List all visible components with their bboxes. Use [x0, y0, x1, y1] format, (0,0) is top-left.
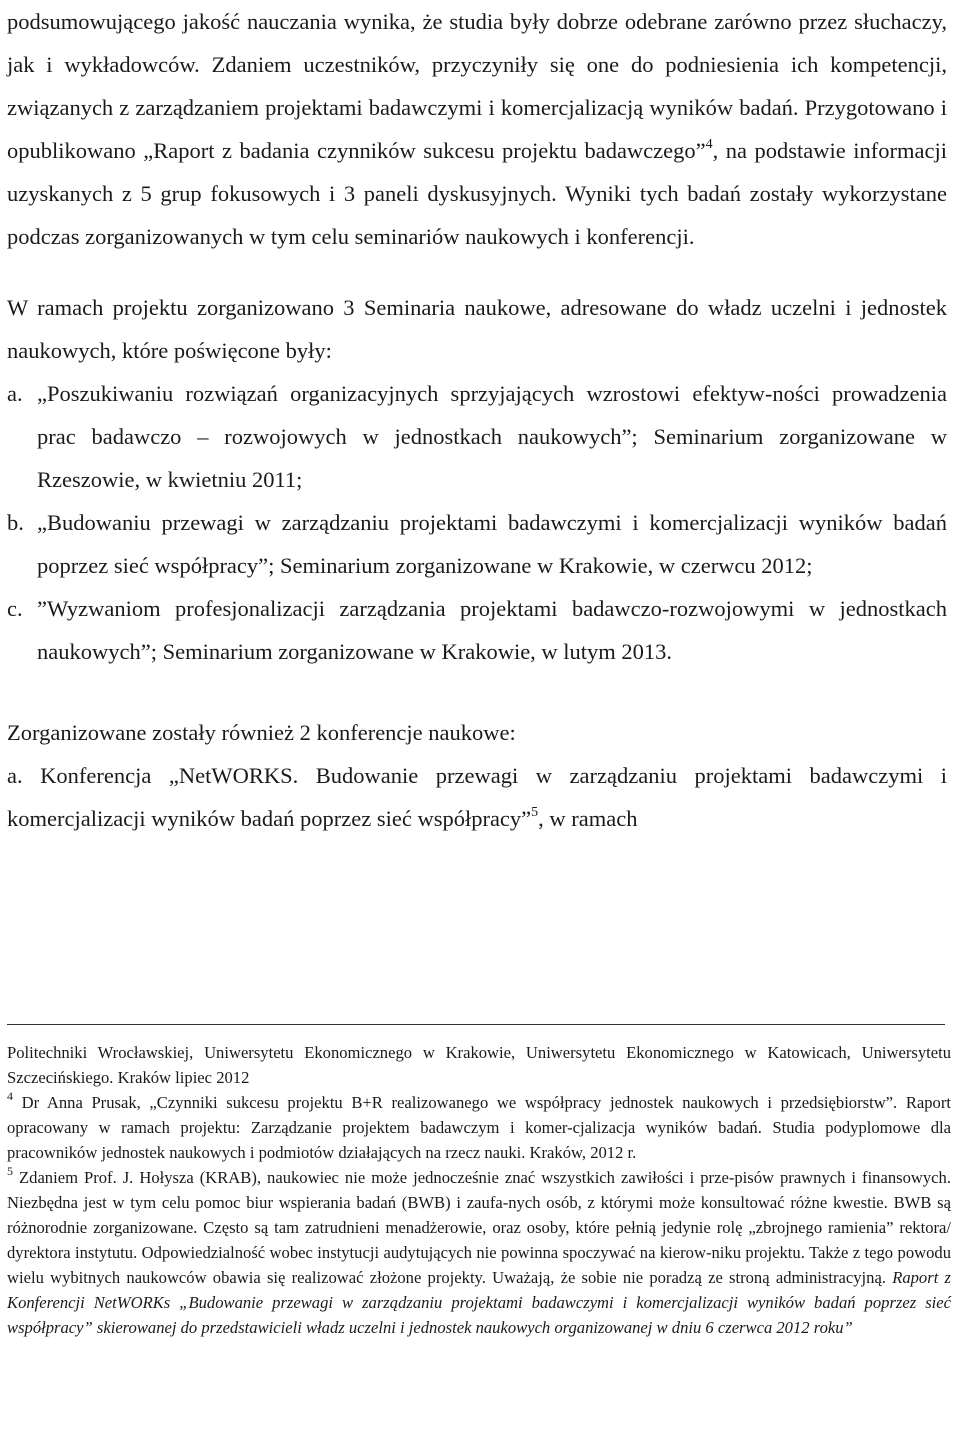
footnote-5 — [7, 1165, 951, 1340]
conference-text: a. Konferencja „NetWORKS. Budowanie przewagi w zarządzaniu projektami badawczymi i komercjalizacji wyników badań poprzez sieć współpracy” — [7, 763, 947, 831]
footnote-number: 4 — [7, 1089, 13, 1104]
footnotes — [7, 1040, 951, 1340]
footnote-4 — [7, 1090, 951, 1165]
footnote-continuation: Politechniki Wrocławskiej, Uniwersytetu Ekonomicznego w Krakowie, Uniwersytetu Ekonomicznego w Katowicach, Uniwersytetu Szczecińskiego. Kraków lipiec 2012 — [7, 1043, 951, 1087]
seminar-item-a — [7, 372, 947, 501]
paragraph-summary — [7, 0, 947, 258]
seminar-text: ”Wyzwaniom profesjonalizacji zarządzania projektami badawczo-rozwojowymi w jednostkach naukowych”; Seminarium zorganizowane w Krakowie, w lutym 2013. — [37, 596, 947, 664]
list-marker: c. — [7, 596, 23, 621]
list-marker: b. — [7, 510, 24, 535]
paragraph-text-tail: , na podstawie informacji uzyskanych z 5 grup fokusowych i 3 paneli dyskusyjnych. Wyniki tych badań zostały wykorzystane podczas zorganizowanych w tym celu seminariów naukowych i konferencji. — [7, 138, 947, 249]
list-marker: a. — [7, 381, 23, 406]
seminar-text: „Budowaniu przewagi w zarządzaniu projektami badawczymi i komercjalizacji wyników badań poprzez sieć współpracy”; Seminarium zorganizowane w Krakowie, w czerwcu 2012; — [37, 510, 947, 578]
seminar-text: „Poszukiwaniu rozwiązań organizacyjnych sprzyjających wzrostowi efektyw-ności prowadzenia prac badawczo – rozwojowych w jednostkach naukowych”; Seminarium zorganizowane w Rzeszowie, w kwietniu 2011; — [37, 381, 947, 492]
conferences-intro: Zorganizowane zostały również 2 konferencje naukowe: — [7, 720, 516, 745]
footnote-text: Dr Anna Prusak, „Czynniki sukcesu projektu B+R realizowanego we współpracy jednostek naukowych i przedsiębiorstw”. Raport opracowany w ramach projektu: Zarządzanie projektem badawczym i komer-cjalizacja wyników badań. Studia podyplomowe dla pracowników jednostek naukowych i podmiotów działających na rzecz nauki. Kraków, 2012 r. — [7, 1093, 951, 1162]
paragraph-text: podsumowującego jakość nauczania wynika, że studia były dobrze odebrane zarówno przez słuchaczy, jak i wykładowców. Zdaniem uczestników, przyczyniły się one do podniesienia ich kompetencji, związanych z zarządzaniem projektami badawczymi i komercjalizacją wyników badań. Przygotowano i opublikowano „Raport z badania czynników sukcesu projektu badawczego” — [7, 9, 947, 163]
document-page — [7, 0, 951, 1337]
footnote-separator — [7, 1024, 945, 1025]
footnote-citation: Raport z Konferencji NetWORKs „Budowanie przewagi w zarządzaniu projektami badawczymi i komercjalizacji wyników badań poprzez sieć współpracy” skierowanej do przedstawicieli władz uczelni i jednostek naukowych organizowanej w dniu 6 czerwca 2012 roku” — [7, 1268, 951, 1337]
footnote-text: Zdaniem Prof. J. Hołysza (KRAB), naukowiec nie może jednocześnie znać wszystkich zawiłości i prze-pisów prawnych i finansowych. Niezbędna jest w tym celu pomoc biur wspierania badań (BWB) i zaufa-nych osób, z którymi może konsultować różne kwestie. BWB są różnorodnie zorganizowane. Często są tam zatrudnieni menadżerowie, oraz osoby, które pełnią jedynie rolę „zbrojnego ramienia” rektora/ dyrektora instytutu. Odpowiedzialność wobec instytucji audytujących nie powinna spoczywać na kierow-niku projektu. Także z tego powodu wielu wybitnych naukowców obawia się realizować złożone projekty. Uważają, że sobie nie poradzą ze stroną administracyjną. — [7, 1168, 951, 1287]
main-text — [7, 0, 947, 840]
conference-item-a — [7, 754, 947, 840]
footnote-ref-5: 5 — [531, 804, 539, 820]
seminar-item-b — [7, 501, 947, 587]
footnote-ref-4: 4 — [705, 136, 713, 152]
footnote-number: 5 — [7, 1164, 13, 1179]
conference-text-tail: , w ramach — [538, 806, 638, 831]
paragraph-seminars-intro: W ramach projektu zorganizowano 3 Seminaria naukowe, adresowane do władz uczelni i jednostek naukowych, które poświęcone były: — [7, 295, 947, 363]
seminar-item-c — [7, 587, 947, 673]
